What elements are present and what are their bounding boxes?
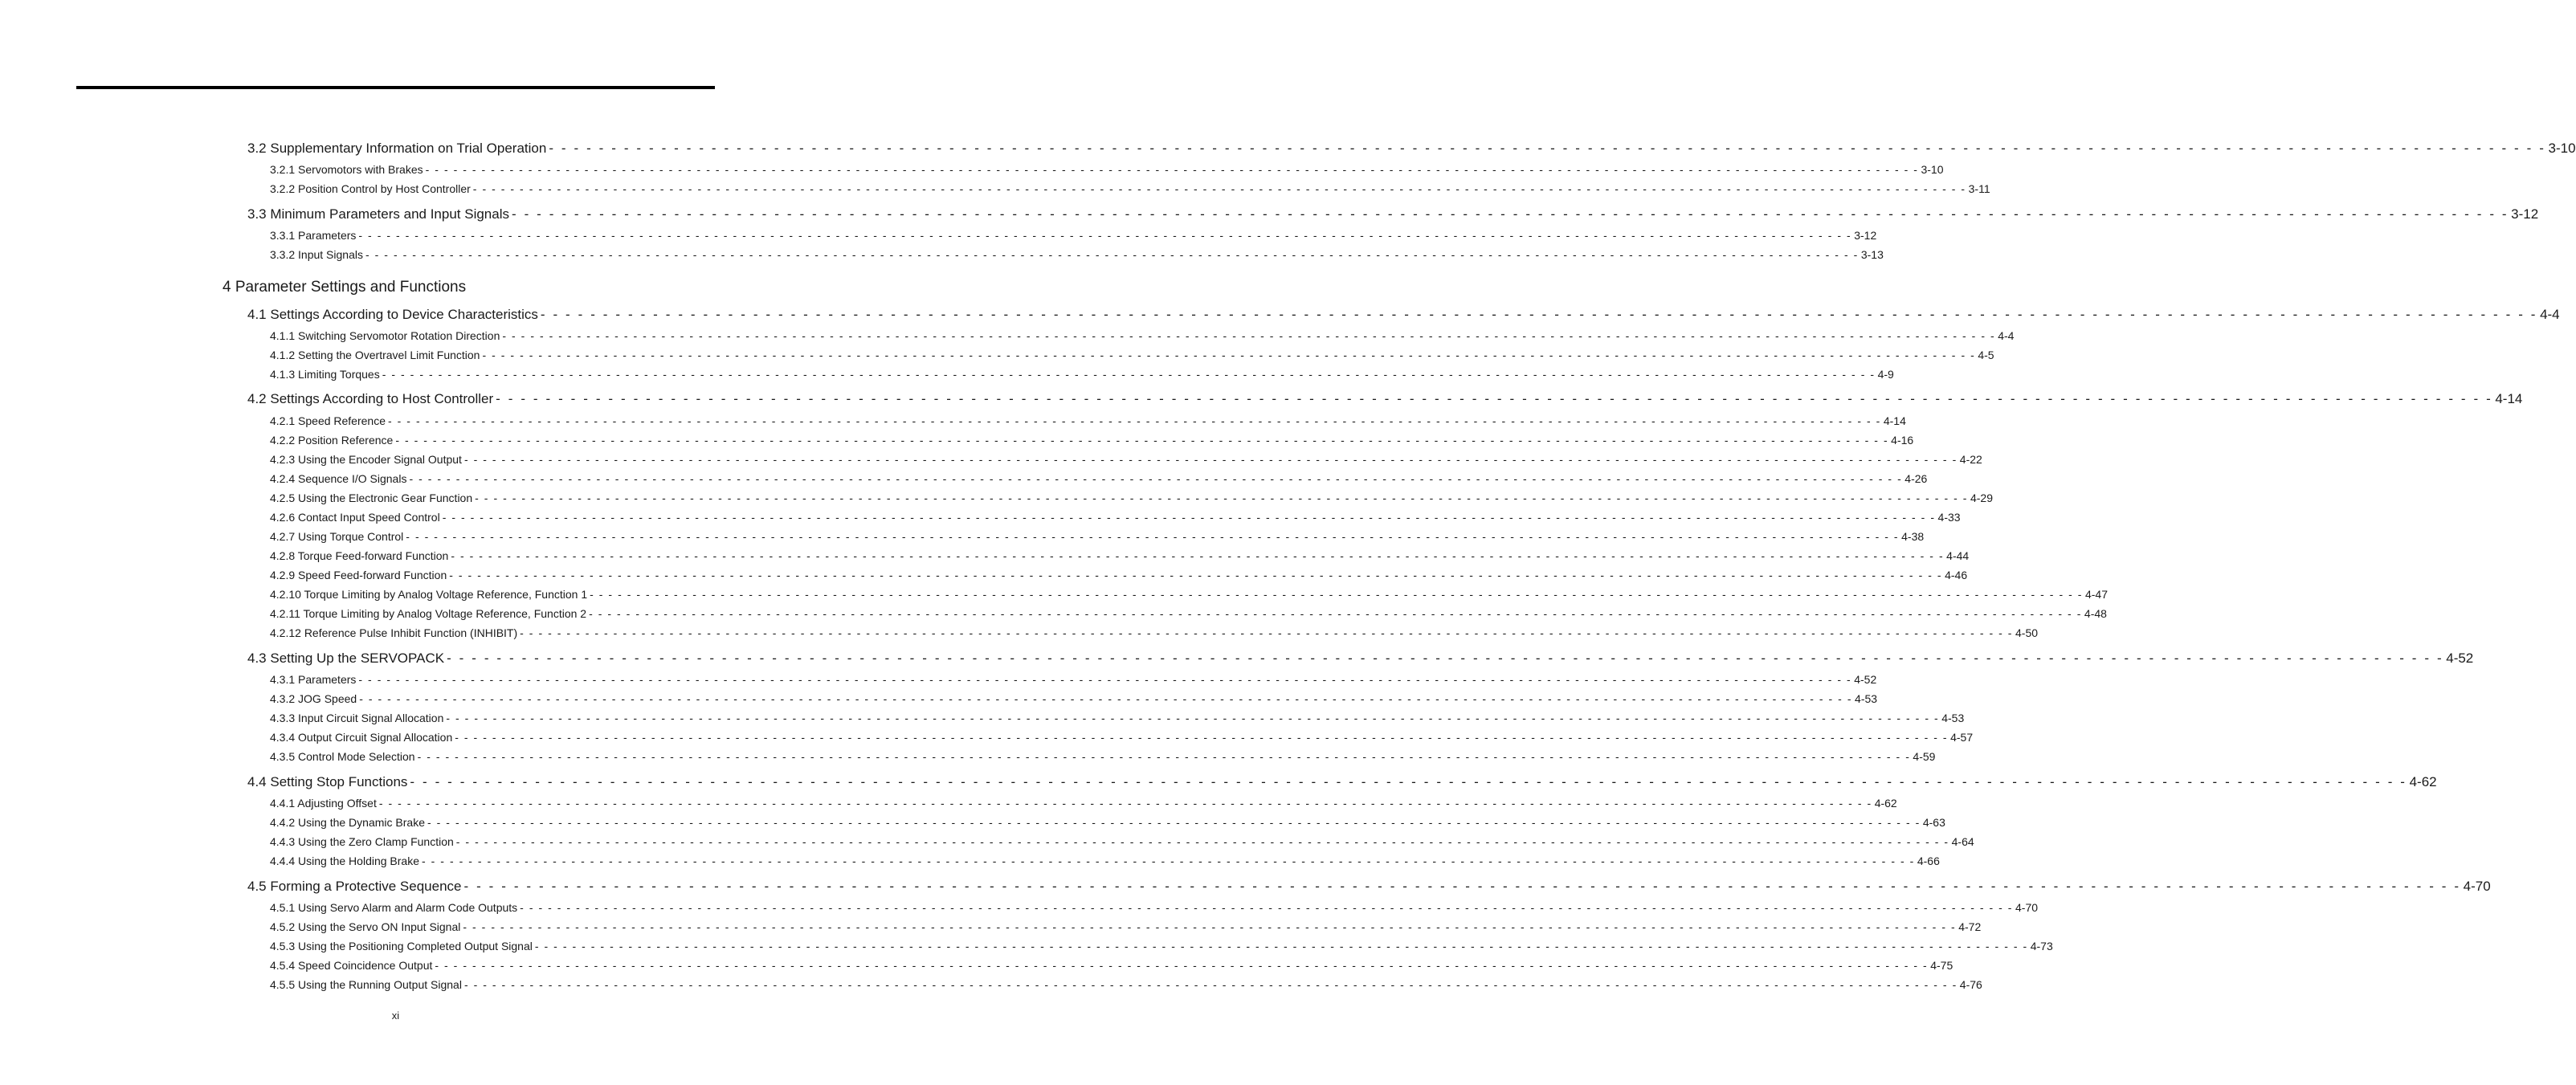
chapter-heading: 4 Parameter Settings and Functions [222, 279, 467, 296]
dot-leader: - - - - - - - - - - - - - - - - - - - - - - - - - - - - - - - - - - - - - - - - - - - - - - - - - - - - - - - - - - - - - - - - - - - - - - - - - - - - - - - - - - - - - - - - - - - - - - - - - - - - - - - - - - - - - - - - - - - - - - - - - - - - - - - - - - - - - - - - - - - - - - - - - - - - - - - - - - - - - - - - [463, 453, 1958, 466]
toc-entry-title: 4.1 Settings According to Device Characteristics [247, 307, 538, 322]
toc-subsection-entry[interactable] [270, 414, 1906, 427]
toc-entry-title: 4.2.5 Using the Electronic Gear Function [270, 492, 473, 504]
toc-entry-title: 4.2 Settings According to Host Controller [247, 391, 494, 406]
toc-section-entry[interactable] [247, 206, 2539, 222]
toc-entry-page: 4-29 [1970, 492, 1994, 504]
toc-subsection-entry[interactable] [270, 368, 1894, 381]
dot-leader: - - - - - - - - - - - - - - - - - - - - - - - - - - - - - - - - - - - - - - - - - - - - - - - - - - - - - - - - - - - - - - - - - - - - - - - - - - - - - - - - - - - - - - - - - - - - - - - - - - - - - - - - - - - - - - - - - - - - - - - - - - - - - - - - - - - - - - - - - - - - - - - - - - - - - - - - - - - - - - - - [463, 978, 1958, 991]
toc-subsection-entry[interactable] [270, 549, 1970, 562]
dot-leader: - - - - - - - - - - - - - - - - - - - - - - - - - - - - - - - - - - - - - - - - - - - - - - - - - - - - - - - - - - - - - - - - - - - - - - - - - - - - - - - - - - - - - - - - - - - - - - - - - - - - - - - - - - - - - - - - - - - - - - - - - - - - - - - - - - - - - - - - - - - - - - - - - - - - - - - - - - - - - - - - [589, 607, 2082, 620]
toc-entry-page: 4-4 [2540, 307, 2560, 322]
dot-leader: - - - - - - - - - - - - - - - - - - - - - - - - - - - - - - - - - - - - - - - - - - - - - - - - - - - - - - - - - - - - - - - - - - - - - - - - - - - - - - - - - - - - - - - - - - - - - - - - - - - - - - - - - - - - - - - - - - - - - - - - - - - - - - - - - - - - - - - - - - - - - - - - - - - - - - - - - - - - - - - - [590, 588, 2083, 601]
toc-subsection-entry[interactable] [270, 797, 1897, 810]
toc-subsection-entry[interactable] [270, 472, 1928, 485]
toc-section-entry[interactable] [247, 774, 2437, 790]
toc-entry-page: 4-44 [1946, 549, 1970, 562]
dot-leader: - - - - - - - - - - - - - - - - - - - - - - - - - - - - - - - - - - - - - - - - - - - - - - - - - - - - - - - - - - - - - - - - - - - - - - - - - - - - - - - - - - - - - - - - - - - - - - - - - - - - - - - - - - - - - - - - - - - - - - - - - - - - - - - - - - - - - - - - - - - - - - - - - - - - - - - - - - - - - - - - [455, 731, 1949, 744]
toc-entry-title: 4.3 Setting Up the SERVOPACK [247, 651, 445, 666]
toc-entry-page: 3-10 [2548, 141, 2576, 156]
dot-leader: - - - - - - - - - - - - - - - - - - - - - - - - - - - - - - - - - - - - - - - - - - - - - - - - - - - - - - - - - - - - - - - - - - - - - - - - - - - - - - - - - - - - - - - - - - - - - - - - - - - - - - - - - - - - - - - - - - - - - - - - - - - - - - - - - - - - - - - - - - - - - - - - - - - - - - - - - - - - - - - - [463, 879, 2461, 894]
toc-entry-title: 3.2.1 Servomotors with Brakes [270, 163, 423, 176]
toc-entry-title: 4.2.12 Reference Pulse Inhibit Function (INHIBIT) [270, 626, 518, 639]
toc-entry-title: 4.5.3 Using the Positioning Completed Output Signal [270, 940, 533, 952]
toc-subsection-entry[interactable] [270, 329, 2015, 342]
toc-subsection-entry[interactable] [270, 349, 1994, 361]
toc-subsection-entry[interactable] [270, 855, 1940, 867]
toc-entry-page: 4-53 [1855, 692, 1878, 705]
toc-subsection-entry[interactable] [270, 835, 1974, 848]
toc-section-entry[interactable] [247, 651, 2474, 667]
dot-leader: - - - - - - - - - - - - - - - - - - - - - - - - - - - - - - - - - - - - - - - - - - - - - - - - - - - - - - - - - - - - - - - - - - - - - - - - - - - - - - - - - - - - - - - - - - - - - - - - - - - - - - - - - - - - - - - - - - - - - - - - - - - - - - - - - - - - - - - - - - - - - - - - - - - - - - - - - - - - - - - - [358, 229, 1852, 242]
toc-subsection-entry[interactable] [270, 920, 1982, 933]
toc-entry-title: 4.2.8 Torque Feed-forward Function [270, 549, 449, 562]
dot-leader: - - - - - - - - - - - - - - - - - - - - - - - - - - - - - - - - - - - - - - - - - - - - - - - - - - - - - - - - - - - - - - - - - - - - - - - - - - - - - - - - - - - - - - - - - - - - - - - - - - - - - - - - - - - - - - - - - - - - - - - - - - - - - - - - - - - - - - - - - - - - - - - - - - - - - - - - - - - - - - - - [410, 774, 2407, 789]
toc-entry-page: 4-4 [1998, 329, 2015, 342]
dot-leader: - - - - - - - - - - - - - - - - - - - - - - - - - - - - - - - - - - - - - - - - - - - - - - - - - - - - - - - - - - - - - - - - - - - - - - - - - - - - - - - - - - - - - - - - - - - - - - - - - - - - - - - - - - - - - - - - - - - - - - - - - - - - - - - - - - - - - - - - - - - - - - - - - - - - - - - - - - - - - - - - [378, 797, 1872, 810]
toc-entry-title: 4.2.11 Torque Limiting by Analog Voltage Reference, Function 2 [270, 607, 587, 620]
toc-entry-title: 3.3.1 Parameters [270, 229, 357, 242]
toc-entry-page: 4-14 [2495, 391, 2523, 406]
toc-entry-title: 4.1.2 Setting the Overtravel Limit Function [270, 349, 480, 361]
toc-entry-page: 4-66 [1917, 855, 1940, 867]
toc-entry-title: 4.5.1 Using Servo Alarm and Alarm Code Outputs [270, 901, 518, 914]
toc-subsection-entry[interactable] [270, 978, 1982, 991]
toc-entry-page: 3-12 [2511, 206, 2539, 222]
toc-entry-title: 4.4.3 Using the Zero Clamp Function [270, 835, 454, 848]
toc-entry-title: 4.3.2 JOG Speed [270, 692, 357, 705]
toc-subsection-entry[interactable] [270, 750, 1936, 763]
toc-subsection-entry[interactable] [270, 901, 2039, 914]
dot-leader: - - - - - - - - - - - - - - - - - - - - - - - - - - - - - - - - - - - - - - - - - - - - - - - - - - - - - - - - - - - - - - - - - - - - - - - - - - - - - - - - - - - - - - - - - - - - - - - - - - - - - - - - - - - - - - - - - - - - - - - - - - - - - - - - - - - - - - - - - - - - - - - - - - - - - - - - - - - - - - - - [496, 391, 2493, 406]
dot-leader: - - - - - - - - - - - - - - - - - - - - - - - - - - - - - - - - - - - - - - - - - - - - - - - - - - - - - - - - - - - - - - - - - - - - - - - - - - - - - - - - - - - - - - - - - - - - - - - - - - - - - - - - - - - - - - - - - - - - - - - - - - - - - - - - - - - - - - - - - - - - - - - - - - - - - - - - - - - - - - - - [358, 673, 1852, 686]
toc-entry-title: 4.4.4 Using the Holding Brake [270, 855, 419, 867]
toc-subsection-entry[interactable] [270, 434, 1914, 447]
dot-leader: - - - - - - - - - - - - - - - - - - - - - - - - - - - - - - - - - - - - - - - - - - - - - - - - - - - - - - - - - - - - - - - - - - - - - - - - - - - - - - - - - - - - - - - - - - - - - - - - - - - - - - - - - - - - - - - - - - - - - - - - - - - - - - - - - - - - - - - - - - - - - - - - - - - - - - - - - - - - - - - - [442, 511, 1936, 524]
dot-leader: - - - - - - - - - - - - - - - - - - - - - - - - - - - - - - - - - - - - - - - - - - - - - - - - - - - - - - - - - - - - - - - - - - - - - - - - - - - - - - - - - - - - - - - - - - - - - - - - - - - - - - - - - - - - - - - - - - - - - - - - - - - - - - - - - - - - - - - - - - - - - - - - - - - - - - - - - - - - - - - - [540, 307, 2538, 322]
toc-subsection-entry[interactable] [270, 453, 1982, 466]
dot-leader: - - - - - - - - - - - - - - - - - - - - - - - - - - - - - - - - - - - - - - - - - - - - - - - - - - - - - - - - - - - - - - - - - - - - - - - - - - - - - - - - - - - - - - - - - - - - - - - - - - - - - - - - - - - - - - - - - - - - - - - - - - - - - - - - - - - - - - - - - - - - - - - - - - - - - - - - - - - - - - - - [427, 816, 1921, 829]
toc-subsection-entry[interactable] [270, 588, 2108, 601]
toc-entry-page: 4-5 [1978, 349, 1994, 361]
toc-subsection-entry[interactable] [270, 569, 1968, 581]
toc-entry-title: 3.3 Minimum Parameters and Input Signals [247, 206, 509, 222]
dot-leader: - - - - - - - - - - - - - - - - - - - - - - - - - - - - - - - - - - - - - - - - - - - - - - - - - - - - - - - - - - - - - - - - - - - - - - - - - - - - - - - - - - - - - - - - - - - - - - - - - - - - - - - - - - - - - - - - - - - - - - - - - - - - - - - - - - - - - - - - - - - - - - - - - - - - - - - - - - - - - - - - [482, 349, 1976, 361]
toc-entry-title: 4.5.4 Speed Coincidence Output [270, 959, 433, 972]
toc-entry-title: 4.3.3 Input Circuit Signal Allocation [270, 712, 444, 724]
toc-entry-page: 4-70 [2015, 901, 2039, 914]
toc-entry-page: 4-14 [1883, 414, 1906, 427]
dot-leader: - - - - - - - - - - - - - - - - - - - - - - - - - - - - - - - - - - - - - - - - - - - - - - - - - - - - - - - - - - - - - - - - - - - - - - - - - - - - - - - - - - - - - - - - - - - - - - - - - - - - - - - - - - - - - - - - - - - - - - - - - - - - - - - - - - - - - - - - - - - - - - - - - - - - - - - - - - - - - - - - [451, 549, 1945, 562]
toc-subsection-entry[interactable] [270, 492, 1994, 504]
toc-entry-page: 4-72 [1958, 920, 1982, 933]
header-rule [76, 86, 715, 89]
toc-entry-page: 4-22 [1959, 453, 1982, 466]
toc-subsection-entry[interactable] [270, 959, 1953, 972]
dot-leader: - - - - - - - - - - - - - - - - - - - - - - - - - - - - - - - - - - - - - - - - - - - - - - - - - - - - - - - - - - - - - - - - - - - - - - - - - - - - - - - - - - - - - - - - - - - - - - - - - - - - - - - - - - - - - - - - - - - - - - - - - - - - - - - - - - - - - - - - - - - - - - - - - - - - - - - - - - - - - - - - [447, 651, 2444, 666]
toc-subsection-entry[interactable] [270, 182, 1990, 195]
toc-entry-title: 4.5.5 Using the Running Output Signal [270, 978, 462, 991]
toc-entry-title: 3.3.2 Input Signals [270, 248, 363, 261]
toc-entry-title: 4.2.2 Position Reference [270, 434, 394, 447]
toc-entry-page: 4-57 [1950, 731, 1974, 744]
toc-entry-page: 4-62 [2409, 774, 2437, 789]
dot-leader: - - - - - - - - - - - - - - - - - - - - - - - - - - - - - - - - - - - - - - - - - - - - - - - - - - - - - - - - - - - - - - - - - - - - - - - - - - - - - - - - - - - - - - - - - - - - - - - - - - - - - - - - - - - - - - - - - - - - - - - - - - - - - - - - - - - - - - - - - - - - - - - - - - - - - - - - - - - - - - - - [422, 855, 1915, 867]
dot-leader: - - - - - - - - - - - - - - - - - - - - - - - - - - - - - - - - - - - - - - - - - - - - - - - - - - - - - - - - - - - - - - - - - - - - - - - - - - - - - - - - - - - - - - - - - - - - - - - - - - - - - - - - - - - - - - - - - - - - - - - - - - - - - - - - - - - - - - - - - - - - - - - - - - - - - - - - - - - - - - - - [425, 163, 1919, 176]
dot-leader: - - - - - - - - - - - - - - - - - - - - - - - - - - - - - - - - - - - - - - - - - - - - - - - - - - - - - - - - - - - - - - - - - - - - - - - - - - - - - - - - - - - - - - - - - - - - - - - - - - - - - - - - - - - - - - - - - - - - - - - - - - - - - - - - - - - - - - - - - - - - - - - - - - - - - - - - - - - - - - - - [534, 940, 2028, 952]
toc-entry-page: 4-52 [1854, 673, 1877, 686]
toc-entry-title: 4.2.4 Sequence I/O Signals [270, 472, 407, 485]
toc-subsection-entry[interactable] [270, 626, 2039, 639]
dot-leader: - - - - - - - - - - - - - - - - - - - - - - - - - - - - - - - - - - - - - - - - - - - - - - - - - - - - - - - - - - - - - - - - - - - - - - - - - - - - - - - - - - - - - - - - - - - - - - - - - - - - - - - - - - - - - - - - - - - - - - - - - - - - - - - - - - - - - - - - - - - - - - - - - - - - - - - - - - - - - - - - [475, 492, 1968, 504]
toc-entry-page: 4-48 [2084, 607, 2107, 620]
toc-entry-title: 4.4.2 Using the Dynamic Brake [270, 816, 425, 829]
dot-leader: - - - - - - - - - - - - - - - - - - - - - - - - - - - - - - - - - - - - - - - - - - - - - - - - - - - - - - - - - - - - - - - - - - - - - - - - - - - - - - - - - - - - - - - - - - - - - - - - - - - - - - - - - - - - - - - - - - - - - - - - - - - - - - - - - - - - - - - - - - - - - - - - - - - - - - - - - - - - - - - - [449, 569, 1943, 581]
dot-leader: - - - - - - - - - - - - - - - - - - - - - - - - - - - - - - - - - - - - - - - - - - - - - - - - - - - - - - - - - - - - - - - - - - - - - - - - - - - - - - - - - - - - - - - - - - - - - - - - - - - - - - - - - - - - - - - - - - - - - - - - - - - - - - - - - - - - - - - - - - - - - - - - - - - - - - - - - - - - - - - - [388, 414, 1881, 427]
toc-entry-page: 4-53 [1941, 712, 1965, 724]
dot-leader: - - - - - - - - - - - - - - - - - - - - - - - - - - - - - - - - - - - - - - - - - - - - - - - - - - - - - - - - - - - - - - - - - - - - - - - - - - - - - - - - - - - - - - - - - - - - - - - - - - - - - - - - - - - - - - - - - - - - - - - - - - - - - - - - - - - - - - - - - - - - - - - - - - - - - - - - - - - - - - - - [502, 329, 1996, 342]
toc-entry-title: 4.3.1 Parameters [270, 673, 357, 686]
dot-leader: - - - - - - - - - - - - - - - - - - - - - - - - - - - - - - - - - - - - - - - - - - - - - - - - - - - - - - - - - - - - - - - - - - - - - - - - - - - - - - - - - - - - - - - - - - - - - - - - - - - - - - - - - - - - - - - - - - - - - - - - - - - - - - - - - - - - - - - - - - - - - - - - - - - - - - - - - - - - - - - - [365, 248, 1859, 261]
toc-entry-page: 4-9 [1877, 368, 1894, 381]
dot-leader: - - - - - - - - - - - - - - - - - - - - - - - - - - - - - - - - - - - - - - - - - - - - - - - - - - - - - - - - - - - - - - - - - - - - - - - - - - - - - - - - - - - - - - - - - - - - - - - - - - - - - - - - - - - - - - - - - - - - - - - - - - - - - - - - - - - - - - - - - - - - - - - - - - - - - - - - - - - - - - - - [409, 472, 1903, 485]
toc-entry-page: 3-12 [1854, 229, 1877, 242]
toc-entry-page: 3-11 [1968, 182, 1990, 195]
toc-entry-title: 4.1.3 Limiting Torques [270, 368, 380, 381]
toc-entry-page: 4-64 [1951, 835, 1974, 848]
toc-entry-title: 4.5.2 Using the Servo ON Input Signal [270, 920, 461, 933]
toc-entry-page: 4-47 [2084, 588, 2108, 601]
toc-subsection-entry[interactable] [270, 511, 1961, 524]
toc-entry-page: 4-63 [1922, 816, 1945, 829]
toc-section-entry[interactable] [247, 391, 2523, 407]
dot-leader: - - - - - - - - - - - - - - - - - - - - - - - - - - - - - - - - - - - - - - - - - - - - - - - - - - - - - - - - - - - - - - - - - - - - - - - - - - - - - - - - - - - - - - - - - - - - - - - - - - - - - - - - - - - - - - - - - - - - - - - - - - - - - - - - - - - - - - - - - - - - - - - - - - - - - - - - - - - - - - - - [472, 182, 1966, 195]
dot-leader: - - - - - - - - - - - - - - - - - - - - - - - - - - - - - - - - - - - - - - - - - - - - - - - - - - - - - - - - - - - - - - - - - - - - - - - - - - - - - - - - - - - - - - - - - - - - - - - - - - - - - - - - - - - - - - - - - - - - - - - - - - - - - - - - - - - - - - - - - - - - - - - - - - - - - - - - - - - - - - - - [406, 530, 1900, 543]
toc-subsection-entry[interactable] [270, 673, 1877, 686]
toc-entry-page: 4-62 [1874, 797, 1897, 810]
toc-entry-page: 4-76 [1959, 978, 1982, 991]
toc-entry-title: 4.2.3 Using the Encoder Signal Output [270, 453, 462, 466]
toc-entry-page: 4-16 [1891, 434, 1914, 447]
dot-leader: - - - - - - - - - - - - - - - - - - - - - - - - - - - - - - - - - - - - - - - - - - - - - - - - - - - - - - - - - - - - - - - - - - - - - - - - - - - - - - - - - - - - - - - - - - - - - - - - - - - - - - - - - - - - - - - - - - - - - - - - - - - - - - - - - - - - - - - - - - - - - - - - - - - - - - - - - - - - - - - - [520, 626, 2013, 639]
toc-entry-title: 3.2 Supplementary Information on Trial Operation [247, 141, 547, 156]
toc-section-entry[interactable] [247, 141, 2576, 157]
toc-subsection-entry[interactable] [270, 940, 2053, 952]
dot-leader: - - - - - - - - - - - - - - - - - - - - - - - - - - - - - - - - - - - - - - - - - - - - - - - - - - - - - - - - - - - - - - - - - - - - - - - - - - - - - - - - - - - - - - - - - - - - - - - - - - - - - - - - - - - - - - - - - - - - - - - - - - - - - - - - - - - - - - - - - - - - - - - - - - - - - - - - - - - - - - - - [446, 712, 1940, 724]
toc-entry-page: 4-75 [1930, 959, 1953, 972]
dot-leader: - - - - - - - - - - - - - - - - - - - - - - - - - - - - - - - - - - - - - - - - - - - - - - - - - - - - - - - - - - - - - - - - - - - - - - - - - - - - - - - - - - - - - - - - - - - - - - - - - - - - - - - - - - - - - - - - - - - - - - - - - - - - - - - - - - - - - - - - - - - - - - - - - - - - - - - - - - - - - - - - [359, 692, 1853, 705]
toc-entry-title: 4.4.1 Adjusting Offset [270, 797, 377, 810]
dot-leader: - - - - - - - - - - - - - - - - - - - - - - - - - - - - - - - - - - - - - - - - - - - - - - - - - - - - - - - - - - - - - - - - - - - - - - - - - - - - - - - - - - - - - - - - - - - - - - - - - - - - - - - - - - - - - - - - - - - - - - - - - - - - - - - - - - - - - - - - - - - - - - - - - - - - - - - - - - - - - - - - [520, 901, 2014, 914]
toc-entry-page: 4-33 [1937, 511, 1961, 524]
toc-entry-page: 4-38 [1901, 530, 1925, 543]
toc-entry-page: 4-46 [1945, 569, 1968, 581]
toc-entry-page: 4-70 [2463, 879, 2491, 894]
toc-section-entry[interactable] [247, 307, 2560, 323]
dot-leader: - - - - - - - - - - - - - - - - - - - - - - - - - - - - - - - - - - - - - - - - - - - - - - - - - - - - - - - - - - - - - - - - - - - - - - - - - - - - - - - - - - - - - - - - - - - - - - - - - - - - - - - - - - - - - - - - - - - - - - - - - - - - - - - - - - - - - - - - - - - - - - - - - - - - - - - - - - - - - - - - [395, 434, 1889, 447]
dot-leader: - - - - - - - - - - - - - - - - - - - - - - - - - - - - - - - - - - - - - - - - - - - - - - - - - - - - - - - - - - - - - - - - - - - - - - - - - - - - - - - - - - - - - - - - - - - - - - - - - - - - - - - - - - - - - - - - - - - - - - - - - - - - - - - - - - - - - - - - - - - - - - - - - - - - - - - - - - - - - - - - [435, 959, 1929, 972]
toc-entry-title: 4.2.6 Contact Input Speed Control [270, 511, 440, 524]
toc-entry-title: 4.1.1 Switching Servomotor Rotation Direction [270, 329, 500, 342]
dot-leader: - - - - - - - - - - - - - - - - - - - - - - - - - - - - - - - - - - - - - - - - - - - - - - - - - - - - - - - - - - - - - - - - - - - - - - - - - - - - - - - - - - - - - - - - - - - - - - - - - - - - - - - - - - - - - - - - - - - - - - - - - - - - - - - - - - - - - - - - - - - - - - - - - - - - - - - - - - - - - - - - [455, 835, 1949, 848]
toc-entry-title: 4.3.4 Output Circuit Signal Allocation [270, 731, 453, 744]
toc-entry-page: 3-10 [1921, 163, 1944, 176]
dot-leader: - - - - - - - - - - - - - - - - - - - - - - - - - - - - - - - - - - - - - - - - - - - - - - - - - - - - - - - - - - - - - - - - - - - - - - - - - - - - - - - - - - - - - - - - - - - - - - - - - - - - - - - - - - - - - - - - - - - - - - - - - - - - - - - - - - - - - - - - - - - - - - - - - - - - - - - - - - - - - - - - [417, 750, 1911, 763]
toc-subsection-entry[interactable] [270, 163, 1944, 176]
toc-entry-title: 4.2.7 Using Torque Control [270, 530, 404, 543]
toc-subsection-entry[interactable] [270, 229, 1877, 242]
toc-subsection-entry[interactable] [270, 816, 1945, 829]
toc-entry-title: 4.2.1 Speed Reference [270, 414, 386, 427]
page-number: xi [391, 1010, 400, 1022]
dot-leader: - - - - - - - - - - - - - - - - - - - - - - - - - - - - - - - - - - - - - - - - - - - - - - - - - - - - - - - - - - - - - - - - - - - - - - - - - - - - - - - - - - - - - - - - - - - - - - - - - - - - - - - - - - - - - - - - - - - - - - - - - - - - - - - - - - - - - - - - - - - - - - - - - - - - - - - - - - - - - - - - [382, 368, 1876, 381]
toc-entry-page: 3-13 [1860, 248, 1884, 261]
toc-subsection-entry[interactable] [270, 731, 1974, 744]
toc-entry-title: 4.2.9 Speed Feed-forward Function [270, 569, 447, 581]
toc-entry-title: 4.2.10 Torque Limiting by Analog Voltage Reference, Function 1 [270, 588, 588, 601]
dot-leader: - - - - - - - - - - - - - - - - - - - - - - - - - - - - - - - - - - - - - - - - - - - - - - - - - - - - - - - - - - - - - - - - - - - - - - - - - - - - - - - - - - - - - - - - - - - - - - - - - - - - - - - - - - - - - - - - - - - - - - - - - - - - - - - - - - - - - - - - - - - - - - - - - - - - - - - - - - - - - - - - [512, 206, 2509, 222]
toc-subsection-entry[interactable] [270, 607, 2107, 620]
dot-leader: - - - - - - - - - - - - - - - - - - - - - - - - - - - - - - - - - - - - - - - - - - - - - - - - - - - - - - - - - - - - - - - - - - - - - - - - - - - - - - - - - - - - - - - - - - - - - - - - - - - - - - - - - - - - - - - - - - - - - - - - - - - - - - - - - - - - - - - - - - - - - - - - - - - - - - - - - - - - - - - - [463, 920, 1957, 933]
toc-entry-title: 4.4 Setting Stop Functions [247, 774, 408, 789]
toc-entry-page: 4-73 [2030, 940, 2053, 952]
toc-entry-page: 4-50 [2015, 626, 2039, 639]
toc-entry-title: 4.3.5 Control Mode Selection [270, 750, 415, 763]
toc-entry-page: 4-26 [1904, 472, 1928, 485]
toc-subsection-entry[interactable] [270, 530, 1925, 543]
toc-subsection-entry[interactable] [270, 712, 1965, 724]
toc-entry-page: 4-52 [2446, 651, 2474, 666]
toc-entry-title: 4.5 Forming a Protective Sequence [247, 879, 462, 894]
toc-entry-page: 4-59 [1913, 750, 1936, 763]
toc-section-entry[interactable] [247, 879, 2491, 895]
toc-entry-title: 3.2.2 Position Control by Host Controller [270, 182, 471, 195]
toc-subsection-entry[interactable] [270, 248, 1884, 261]
toc-subsection-entry[interactable] [270, 692, 1878, 705]
dot-leader: - - - - - - - - - - - - - - - - - - - - - - - - - - - - - - - - - - - - - - - - - - - - - - - - - - - - - - - - - - - - - - - - - - - - - - - - - - - - - - - - - - - - - - - - - - - - - - - - - - - - - - - - - - - - - - - - - - - - - - - - - - - - - - - - - - - - - - - - - - - - - - - - - - - - - - - - - - - - - - - - [549, 141, 2546, 156]
